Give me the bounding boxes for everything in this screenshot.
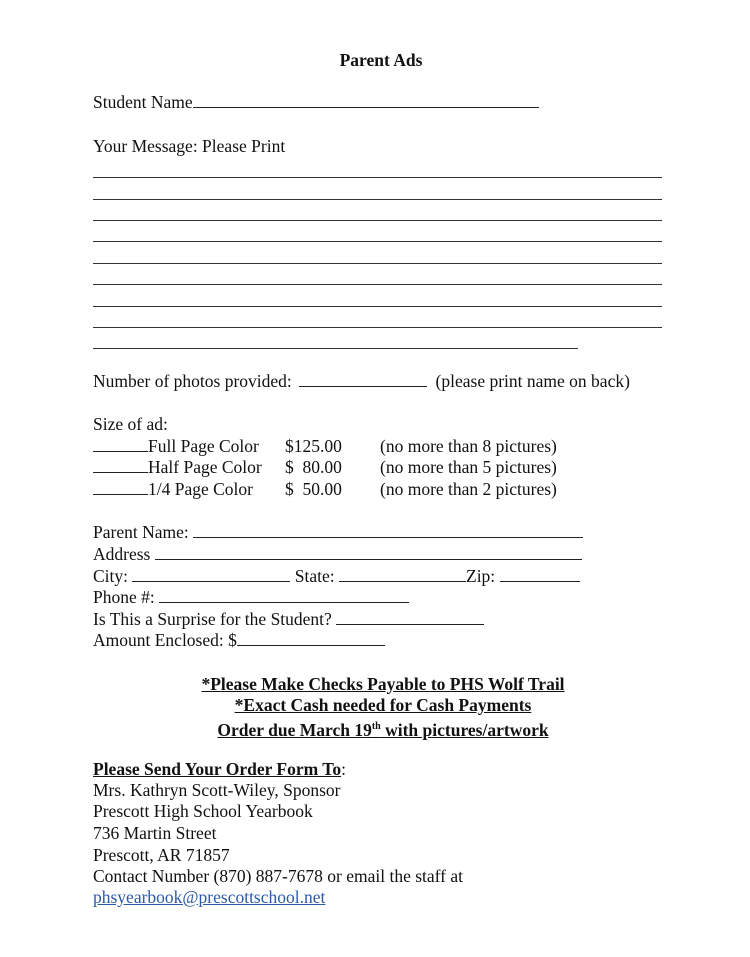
zip-field[interactable]	[500, 566, 580, 582]
message-line[interactable]	[93, 241, 662, 242]
ad-option-name: 1/4 Page Color	[148, 479, 253, 499]
ad-option-full	[93, 436, 557, 456]
send-to-heading-text: Please Send Your Order Form To	[93, 759, 342, 779]
zip-label: Zip:	[466, 566, 496, 586]
ad-option-checkbox[interactable]	[93, 436, 148, 452]
amount-label: Amount Enclosed: $	[93, 630, 237, 650]
due-suffix: with pictures/artwork	[380, 719, 549, 740]
size-label: Size of ad:	[93, 414, 168, 434]
student-name-row	[93, 92, 539, 112]
message-label: Your Message: Please Print	[93, 136, 286, 156]
address-row	[93, 544, 582, 564]
address-line: Mrs. Kathryn Scott-Wiley, Sponsor	[93, 780, 341, 800]
ad-option-limit: (no more than 2 pictures)	[380, 479, 557, 499]
student-name-field[interactable]	[193, 92, 539, 108]
amount-field[interactable]	[237, 630, 385, 646]
parent-name-label: Parent Name:	[93, 522, 189, 542]
ad-option-name: Full Page Color	[148, 436, 259, 456]
address-label: Address	[93, 544, 151, 564]
ad-option-name: Half Page Color	[148, 457, 262, 477]
message-line[interactable]	[93, 199, 662, 200]
message-line[interactable]	[93, 263, 662, 264]
email-row	[93, 887, 325, 907]
state-label: State:	[294, 566, 335, 586]
parent-name-field[interactable]	[193, 522, 583, 538]
photos-row	[93, 371, 630, 391]
ad-option-price: $125.00	[285, 436, 342, 456]
phone-label: Phone #:	[93, 587, 155, 607]
ad-option-half	[93, 457, 557, 477]
city-field[interactable]	[132, 566, 290, 582]
city-label: City:	[93, 566, 129, 586]
due-notice	[0, 716, 750, 741]
ad-option-price: $ 50.00	[285, 479, 342, 499]
ad-option-limit: (no more than 8 pictures)	[380, 436, 557, 456]
email-link[interactable]: phsyearbook@prescottschool.net	[93, 887, 326, 907]
address-field[interactable]	[155, 544, 582, 560]
photos-count-field[interactable]	[299, 371, 427, 387]
surprise-row	[93, 609, 484, 629]
message-line[interactable]	[93, 220, 662, 221]
address-line: 736 Martin Street	[93, 823, 217, 843]
message-line[interactable]	[93, 306, 662, 307]
checks-notice: *Please Make Checks Payable to PHS Wolf Trail	[201, 674, 565, 694]
cash-notice: *Exact Cash needed for Cash Payments	[234, 695, 532, 715]
contact-line: Contact Number (870) 887-7678 or email the staff at	[93, 866, 463, 886]
photos-note: (please print name on back)	[435, 371, 630, 391]
parent-name-row	[93, 522, 583, 542]
surprise-label: Is This a Surprise for the Student?	[93, 609, 332, 629]
photos-label: Number of photos provided:	[93, 371, 292, 391]
message-line[interactable]	[93, 177, 662, 178]
phone-row	[93, 587, 409, 607]
send-to-heading	[93, 759, 346, 779]
message-line[interactable]	[93, 327, 662, 328]
amount-row	[93, 630, 385, 650]
surprise-field[interactable]	[336, 609, 484, 625]
city-state-zip-row	[93, 566, 580, 586]
ad-option-checkbox[interactable]	[93, 479, 148, 495]
address-line: Prescott High School Yearbook	[93, 801, 313, 821]
student-name-label: Student Name	[93, 92, 193, 112]
due-text: Order due March 19	[217, 719, 372, 740]
address-line: Prescott, AR 71857	[93, 845, 230, 865]
message-line[interactable]	[93, 284, 662, 285]
ad-option-limit: (no more than 5 pictures)	[380, 457, 557, 477]
state-field[interactable]	[339, 566, 466, 582]
ad-option-checkbox[interactable]	[93, 457, 148, 473]
send-to-colon: :	[341, 759, 346, 779]
due-sup: th	[371, 721, 381, 732]
ad-option-price: $ 80.00	[285, 457, 342, 477]
phone-field[interactable]	[159, 587, 409, 603]
ad-option-quarter	[93, 479, 557, 499]
message-line[interactable]	[93, 348, 578, 349]
page-title: Parent Ads	[339, 50, 423, 70]
